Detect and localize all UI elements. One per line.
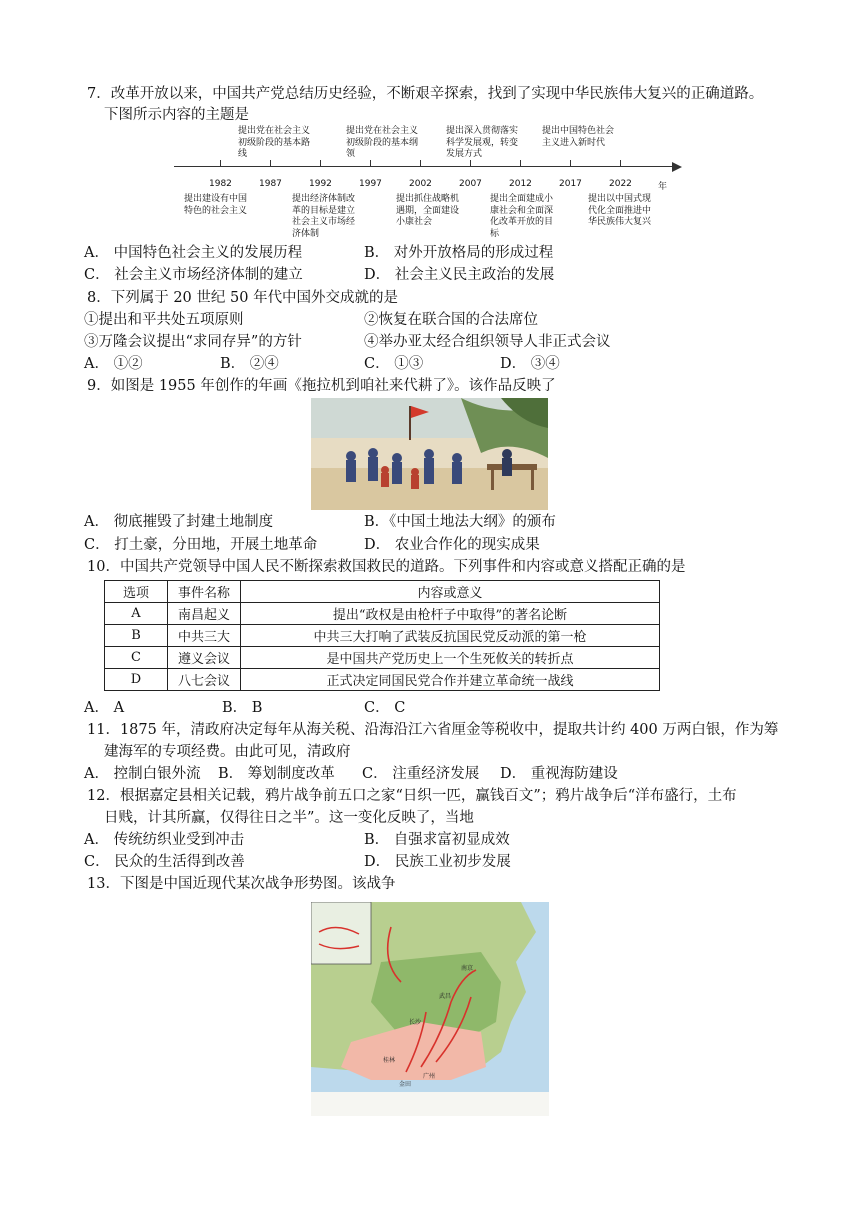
q7-stem-line1: 7．改革开放以来，中国共产党总结历史经验，不断艰辛探索，找到了实现中华民族伟大复兴的正确道路。 — [87, 86, 764, 102]
timeline-year-2017: 2017 — [559, 179, 582, 189]
table-cell: 是中国共产党历史上一个生死攸关的转折点 — [241, 647, 660, 669]
timeline-year-2002: 2002 — [409, 179, 432, 189]
q8-item-4: ④举办亚太经合组织领导人非正式会议 — [364, 334, 611, 350]
map-label-changsha: 长沙 — [409, 1019, 422, 1026]
timeline-year-2007: 2007 — [459, 179, 482, 189]
table-row — [105, 669, 660, 691]
timeline-event-below-1982: 提出建设有中国特色的社会主义 — [184, 194, 248, 216]
q8-option-a[interactable]: A． ①② — [84, 356, 143, 372]
timeline-tick — [420, 160, 421, 167]
timeline-year-2012: 2012 — [509, 179, 532, 189]
timeline-year-1992: 1992 — [309, 179, 332, 189]
table-cell: B — [105, 625, 168, 647]
q12-stem-line2: 日贱，计其所赢，仅得往日之半”。这一变化反映了，当地 — [104, 810, 474, 826]
q9-option-d[interactable]: D． 农业合作化的现实成果 — [364, 537, 540, 553]
q9-stem: 9．如图是 1955 年创作的年画《拖拉机到咱社来代耕了》。该作品反映了 — [87, 378, 556, 394]
q12-option-a[interactable]: A． 传统纺织业受到冲击 — [84, 832, 245, 848]
timeline-tick — [370, 160, 371, 167]
table-header-cell: 事件名称 — [168, 581, 241, 603]
map-label-wuchang: 武昌 — [439, 993, 452, 1000]
timeline-tick — [620, 160, 621, 167]
q8-stem: 8．下列属于 20 世纪 50 年代中国外交成就的是 — [87, 290, 399, 306]
timeline-tick — [320, 160, 321, 167]
timeline-event-above-2017: 提出中国特色社会主义进入新时代 — [542, 126, 615, 148]
q7-option-b[interactable]: B． 对外开放格局的形成过程 — [364, 245, 554, 261]
timeline-event-above-1987: 提出党在社会主义初级阶段的基本路线 — [238, 126, 311, 159]
timeline-event-below-2022: 提出以中国式现代化全面推进中华民族伟大复兴 — [588, 194, 652, 227]
table-header-cell: 选项 — [105, 581, 168, 603]
timeline-event-above-1997: 提出党在社会主义初级阶段的基本纲领 — [346, 126, 419, 159]
timeline-tick — [520, 160, 521, 167]
q12-stem-line1: 12．根据嘉定县相关记载，鸦片战争前五口之家“日织一匹，赢钱百文”；鸦片战争后“洋布盛行，土布 — [87, 788, 737, 804]
q7-stem-line2: 下图所示内容的主题是 — [104, 107, 249, 123]
q8-option-c[interactable]: C． ①③ — [364, 356, 424, 372]
timeline-event-above-2007: 提出深入贯彻落实科学发展观，转变发展方式 — [446, 126, 519, 159]
timeline-event-below-2002: 提出抓住战略机遇期，全面建设小康社会 — [396, 194, 460, 227]
timeline-event-below-1992: 提出经济体制改革的目标是建立社会主义市场经济体制 — [292, 194, 356, 239]
table-cell: A — [105, 603, 168, 625]
q7-timeline — [174, 126, 694, 244]
table-cell: 中共三大打响了武装反抗国民党反动派的第一枪 — [241, 625, 660, 647]
table-cell: C — [105, 647, 168, 669]
q8-item-1: ①提出和平共处五项原则 — [84, 312, 244, 328]
map-label-guilin: 桂林 — [383, 1057, 396, 1064]
timeline-unit: 年 — [658, 182, 668, 192]
q7-option-c[interactable]: C． 社会主义市场经济体制的建立 — [84, 267, 303, 283]
q9-option-c[interactable]: C． 打土豪，分田地，开展土地革命 — [84, 537, 318, 553]
q10-option-b[interactable]: B． B — [222, 700, 263, 716]
table-header-cell: 内容或意义 — [241, 581, 660, 603]
q8-option-d[interactable]: D． ③④ — [500, 356, 560, 372]
q11-option-a[interactable]: A． 控制白银外流 — [84, 766, 201, 782]
q13-stem: 13．下图是中国近现代某次战争形势图。该战争 — [87, 876, 396, 892]
timeline-axis — [174, 166, 674, 167]
q11-stem-line2: 建海军的专项经费。由此可见，清政府 — [104, 744, 351, 760]
table-cell: 八七会议 — [168, 669, 241, 691]
timeline-year-1987: 1987 — [259, 179, 282, 189]
map-label-nanjing: 南京 — [461, 965, 474, 972]
q12-option-b[interactable]: B． 自强求富初显成效 — [364, 832, 510, 848]
q9-painting-image — [311, 398, 548, 510]
table-cell: 遵义会议 — [168, 647, 241, 669]
q10-option-a[interactable]: A． A — [84, 700, 125, 716]
q11-option-b[interactable]: B． 筹划制度改革 — [218, 766, 335, 782]
q8-item-2: ②恢复在联合国的合法席位 — [364, 312, 538, 328]
q9-option-b[interactable]: B．《中国土地法大纲》的颁布 — [364, 514, 556, 530]
q7-option-a[interactable]: A． 中国特色社会主义的发展历程 — [84, 245, 303, 261]
q12-option-d[interactable]: D． 民族工业初步发展 — [364, 854, 511, 870]
q7-option-d[interactable]: D． 社会主义民主政治的发展 — [364, 267, 555, 283]
timeline-year-1997: 1997 — [359, 179, 382, 189]
table-cell: 中共三大 — [168, 625, 241, 647]
q8-option-b[interactable]: B． ②④ — [220, 356, 279, 372]
table-row — [105, 647, 660, 669]
map-label-jintian: 金田 — [399, 1081, 412, 1088]
timeline-year-1982: 1982 — [209, 179, 232, 189]
q8-item-3: ③万隆会议提出“求同存异”的方针 — [84, 334, 302, 350]
q10-stem: 10．中国共产党领导中国人民不断探索救国救民的道路。下列事件和内容或意义搭配正确的是 — [87, 559, 686, 575]
timeline-tick — [570, 160, 571, 167]
q9-option-a[interactable]: A． 彻底摧毁了封建土地制度 — [84, 514, 274, 530]
timeline-arrow-icon — [672, 162, 682, 172]
table-cell: 南昌起义 — [168, 603, 241, 625]
timeline-tick — [270, 160, 271, 167]
table-cell: D — [105, 669, 168, 691]
q11-stem-line1: 11．1875 年，清政府决定每年从海关税、沿海沿江六省厘金等税收中，提取共计约 400 万两白银，作为筹 — [87, 722, 779, 738]
q13-war-map — [311, 902, 549, 1116]
q11-option-c[interactable]: C． 注重经济发展 — [362, 766, 480, 782]
q12-option-c[interactable]: C． 民众的生活得到改善 — [84, 854, 245, 870]
map-label-guangzhou: 广州 — [423, 1073, 436, 1080]
table-cell: 正式决定同国民党合作并建立革命统一战线 — [241, 669, 660, 691]
timeline-event-below-2012: 提出全面建成小康社会和全面深化改革开放的目标 — [490, 194, 554, 239]
q10-option-c[interactable]: C． C — [364, 700, 406, 716]
table-row — [105, 625, 660, 647]
q10-table — [104, 580, 660, 691]
table-row — [105, 603, 660, 625]
timeline-tick — [220, 160, 221, 167]
table-header-row — [105, 581, 660, 603]
timeline-tick — [470, 160, 471, 167]
table-cell: 提出“政权是由枪杆子中取得”的著名论断 — [241, 603, 660, 625]
q11-option-d[interactable]: D． 重视海防建设 — [500, 766, 618, 782]
timeline-year-2022: 2022 — [609, 179, 632, 189]
